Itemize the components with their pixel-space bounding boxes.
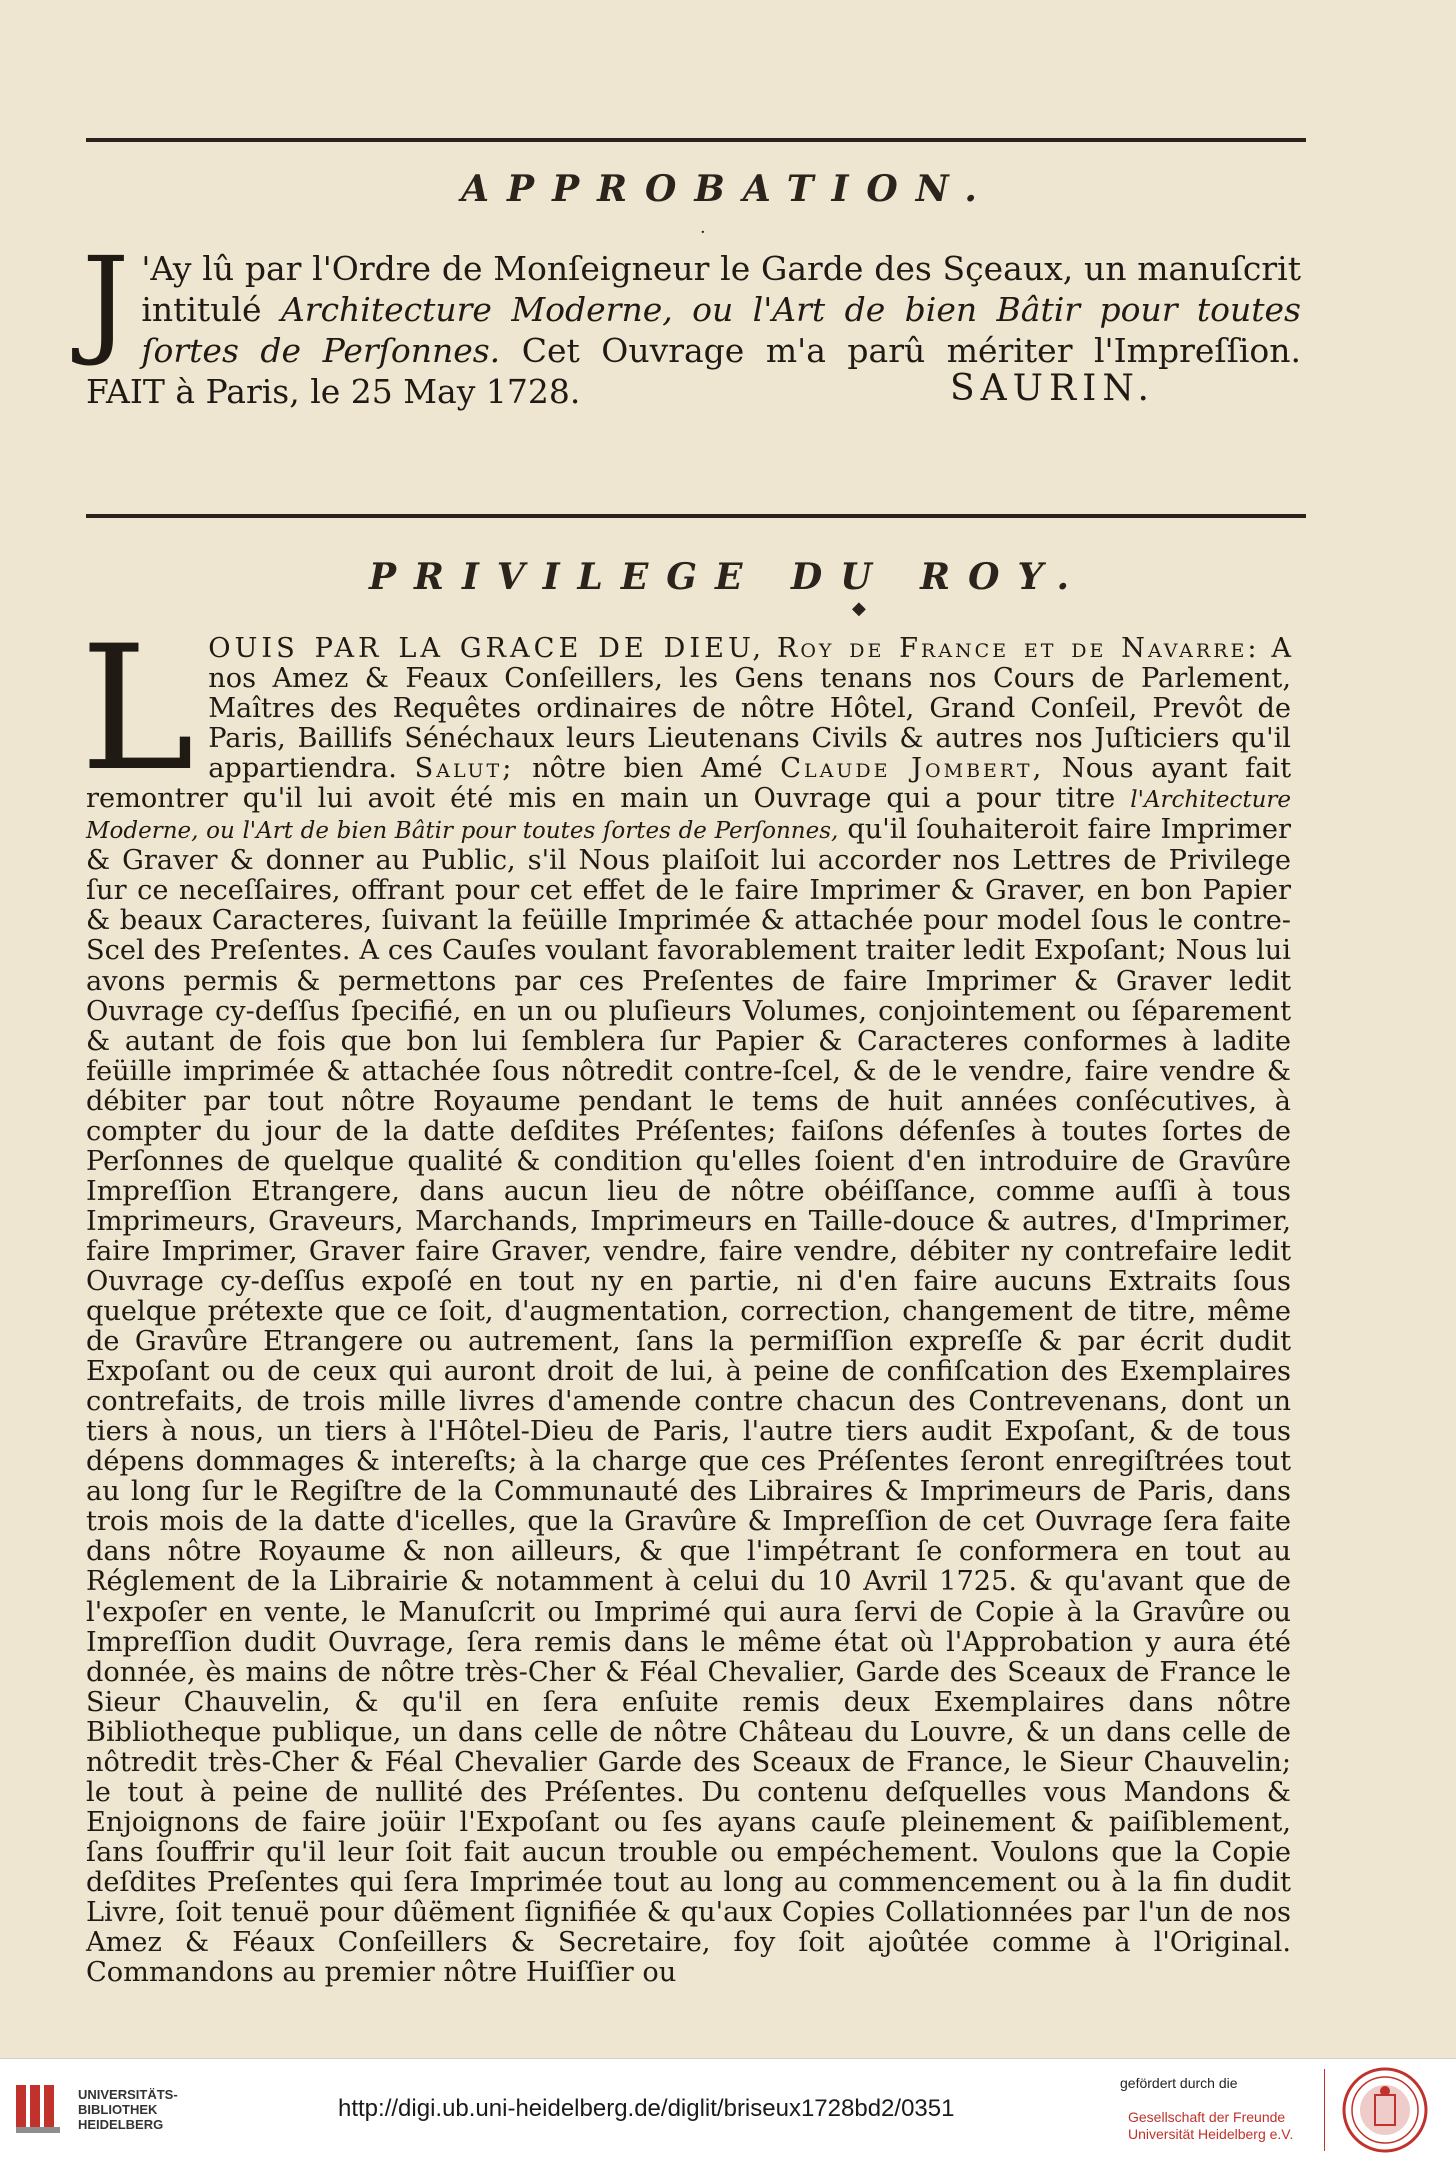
privilege-salut: Salut; xyxy=(414,753,515,785)
approbation-work-title: Architecture Moderne, ou l'Art de bien Bâtir pour toutes ſortes de Perſonnes. xyxy=(141,290,1301,370)
middle-rule xyxy=(86,514,1306,518)
sponsor-name-line-1: Gesellschaft der Freunde xyxy=(1128,2109,1286,2125)
sponsor-label: gefördert durch die xyxy=(1120,2075,1238,2091)
privilege-text-3: Nous ayant fait remontrer qu'il lui avoit été mis en main un Ouvrage qui a pour titre xyxy=(86,753,1291,815)
privilege-drop-cap: L xyxy=(80,608,195,809)
privilege-opening: OUIS PAR LA GRACE DE DIEU, xyxy=(208,633,766,664)
privilege-name: Claude Jombert, xyxy=(780,753,1045,785)
footer-divider xyxy=(1324,2069,1325,2151)
library-name-line-1: UNIVERSITÄTS- xyxy=(78,2087,178,2102)
approbation-line-3: Cet Ouvrage m'a parû mériter l'Impreſſion. FAIT à Paris, le 25 May 1728. xyxy=(86,331,1301,411)
privilege-text-2: nôtre bien Amé xyxy=(514,753,781,785)
permalink-url[interactable]: http://digi.ub.uni-heidelberg.de/diglit/briseux1728bd2/0351 xyxy=(338,2095,955,2122)
approbation-line-1: 'Ay lû par l'Ordre de Monſeigneur le Garde des Sçeaux, un manuſcrit intitulé xyxy=(141,249,1301,329)
privilege-work-title: l'Architecture Moderne, ou l'Art de bien Bâtir pour toutes ſortes de Perſonnes, xyxy=(86,787,1291,845)
privilege-text-4: qu'il ſouhaiteroit faire Imprimer & Graver & donner au Public, s'il Nous plaiſoit lui accorder nos Lettres de Privilege ſur ce neceſſaires, offrant pour cet effet de le faire Imprimer & Graver, en bon Papier & beaux Caracteres, ſuivant la feüille Imprimée & attachée pour model ſous le contre-Scel des Preſentes. A ces Cauſes voulant favorablement traiter ledit Expoſant; Nous lui avons permis & permettons par ces Preſentes de faire Imprimer & Graver ledit Ouvrage cy-deſſus ſpecifié, en un ou pluſieurs Volumes, conjointement ou ſéparement & autant de fois que bon lui ſemblera ſur Papier & Caracteres conformes à ladite feüille imprimée & attachée ſous nôtredit contre-ſcel, & de le vendre, faire vendre & débiter par tout nôtre Royaume pendant le tems de huit années conſécutives, à compter du jour de la datte deſdites Préſentes; faiſons défenſes à toutes ſortes de Perſonnes de quelque qualité & condition qu'elles ſoient d'en introduire de Gravûre Impreſſion Etrangere, dans aucun lieu de nôtre obéiſſance, comme auſſi à tous Imprimeurs, Graveurs, Marchands, Imprimeurs en Taille-douce & autres, d'Imprimer, faire Imprimer, Graver faire Graver, vendre, faire vendre, débiter ny contrefaire ledit Ouvrage cy-deſſus expoſé en tout ny en partie, ni d'en faire aucuns Extraits ſous quelque prétexte que ce ſoit, d'augmentation, correction, changement de titre, même de Gravûre Etrangere ou autrement, ſans la permiſſion expreſſe & par écrit dudit Expoſant ou de ceux qui auront droit de lui, à peine de confiſcation des Exemplaires contrefaits, de trois mille livres d'amende contre chacun des Contrevenans, dont un tiers à nous, un tiers à l'Hôtel-Dieu de Paris, l'autre tiers audit Expoſant, & de tous dépens dommages & intereſts; à la charge que ces Préſentes ſeront enregiſtrées tout au long ſur le Regiſtre de la Communauté des Libraires & Imprimeurs de Paris, dans trois mois de la datte d'icelles, que la Gravûre & Impreſſion de cet Ouvrage ſera faite dans nôtre Royaume & non ailleurs, & que l'impétrant ſe conformera en tout au Réglement de la Librairie & notamment à celui du 10 Avril 1725. & qu'avant que de l'expoſer en vente, le Manuſcrit ou Imprimé qui aura ſervi de Copie à la Gravûre ou Impreſſion dudit Ouvrage, ſera remis dans le même état où l'Approbation y aura été donnée, ès mains de nôtre très-Cher & Féal Chevalier, Garde des Sceaux de France le Sieur Chauvelin, & qu'il en ſera enſuite remis deux Exemplaires dans nôtre Bibliotheque publique, un dans celle de nôtre Château du Louvre, & un dans celle de nôtredit très-Cher & Féal Chevalier Garde des Sceaux de France, le Sieur Chauvelin; le tout à peine de nullité des Préſentes. Du contenu deſquelles vous Mandons & Enjoignons de faire joüir l'Expoſant ou ſes ayans cauſe pleinement & paiſiblement, ſans ſouffrir qu'il leur ſoit fait aucun trouble ou empéchement. Voulons que la Copie deſdites Preſentes qui ſera Imprimée tout au long au commencement ou à la fin dudit Livre, ſoit tenuë pour dûëment ſignifiée & qu'aux Copies Collationnées par l'un de nos Amez & Féaux Conſeillers & Secretaire, foy ſoit ajoûtée comme à l'Original. Commandons au premier nôtre Huiſſier ou xyxy=(86,814,1291,1989)
university-seal-icon xyxy=(1342,2067,1428,2153)
sponsor-name xyxy=(1128,2109,1293,2143)
ornament-dot: · xyxy=(700,222,706,243)
library-logo-icon xyxy=(14,2081,62,2137)
library-name-line-3: HEIDELBERG xyxy=(78,2117,164,2132)
approbation-drop-cap: J xyxy=(82,231,130,369)
top-rule xyxy=(86,138,1306,142)
approbation-heading: APPROBATION. xyxy=(461,168,995,210)
privilege-text-1: A nos Amez & Feaux Conſeillers, les Gens tenans nos Cours de Parlement, Maîtres des Requêtes ordinaires de nôtre Hôtel, Grand Conſeil, Prevôt de Paris, Baillifs Sénéchaux leurs Lieutenans Civils & autres nos Juſticiers qu'il appartiendra. xyxy=(208,633,1291,785)
library-name-line-2: BIBLIOTHEK xyxy=(78,2102,158,2117)
privilege-text xyxy=(80,608,1291,1989)
ornament-diamond: ◆ xyxy=(852,598,866,619)
approbation-signature: SAURIN. xyxy=(950,368,1155,409)
sponsor-name-line-2: Universität Heidelberg e.V. xyxy=(1128,2126,1294,2142)
library-name xyxy=(78,2087,178,2132)
privilege-heading: PRIVILEGE DU ROY. xyxy=(368,556,1088,598)
privilege-roy: Roy de France et de Navarre: xyxy=(776,633,1260,664)
viewer-footer xyxy=(0,2058,1456,2161)
